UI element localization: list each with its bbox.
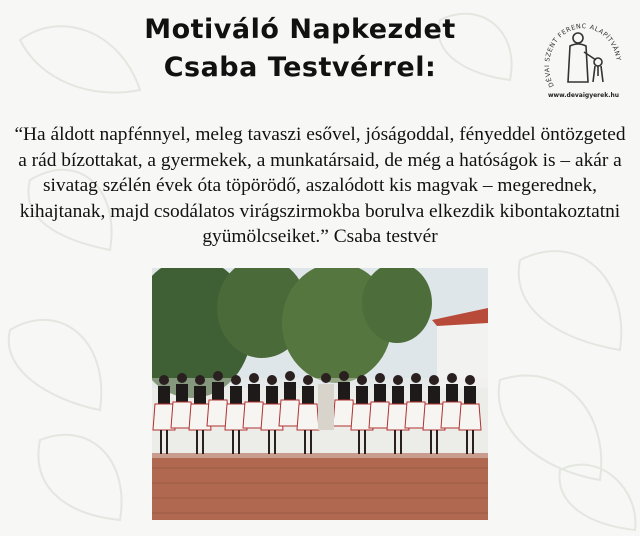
quote-text: “Ha áldott napfénnyel, meleg tavaszi esővel, jóságoddal, fényeddel öntözgeted a rád bízottakat, a gyermekek, a munkatársaid, de még a hatóságok is – akár a sivatag szélén évek óta töpörödő, aszalódott kis magvak – megerednek, kihajtanak, majd csodálatos virágszirmokba borulva elkezdik kibontakoztatni gyümölcseiket.” Csaba testvér xyxy=(14,124,626,247)
heading-line-1: Motiváló Napkezdet xyxy=(144,14,456,45)
logo-url: www.devaigyerek.hu xyxy=(548,92,620,99)
svg-text:DÉVAI SZENT FERENC ALAPÍTVÁNY xyxy=(543,22,623,89)
group-photo xyxy=(152,268,488,520)
logo-arc-text: DÉVAI SZENT FERENC ALAPÍTVÁNY xyxy=(542,22,623,89)
heading-line-2: Csaba Testvérrel: xyxy=(163,52,437,83)
